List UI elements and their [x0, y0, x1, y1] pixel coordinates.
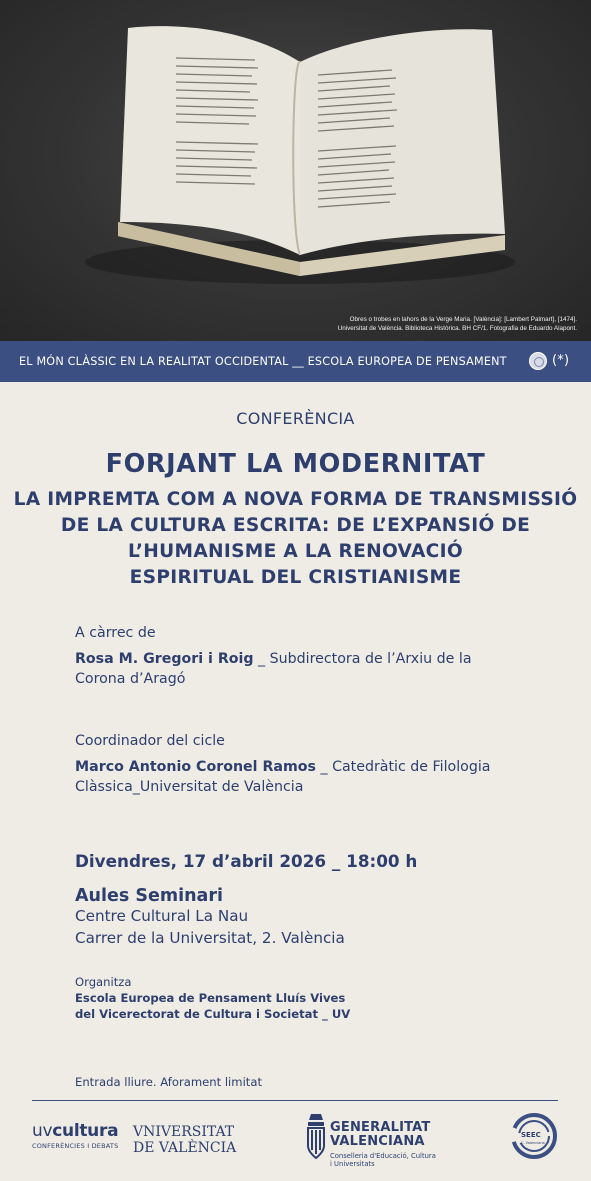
coordinator-name: Marco Antonio Coronel Ramos: [75, 759, 316, 775]
subtitle-line: LA IMPREMTA COM A NOVA FORMA DE TRANSMISSIÓ: [13, 489, 578, 510]
gv-logo-line: GENERALITAT: [330, 1120, 431, 1135]
subtitle-line: L’HUMANISME A LA RENOVACIÓ: [128, 541, 463, 562]
speaker-name: Rosa M. Gregori i Roig: [75, 651, 254, 667]
footer-divider: [32, 1100, 558, 1101]
event-kind: CONFERÈNCIA: [236, 409, 355, 428]
venue-building: Centre Cultural La Nau: [75, 907, 249, 925]
organizer-line: del Vicerectorat de Cultura i Societat _ UV: [75, 1007, 351, 1021]
event-datetime: Divendres, 17 d’abril 2026 _ 18:00 h: [75, 851, 418, 871]
univ-logo-line: DE VALÈNCIA: [133, 1140, 237, 1156]
speaker-role: _ Subdirectora de l’Arxiu de la: [253, 651, 472, 667]
venue-room: Aules Seminari: [75, 886, 223, 906]
speaker-label: A càrrec de: [75, 625, 156, 641]
univ-logo-line: VNIVERSITAT: [133, 1124, 235, 1140]
seec-logo-sub: C. Valenciana: [521, 1141, 545, 1145]
uvcultura-logo: [32, 1121, 118, 1150]
photo-caption: [338, 315, 577, 333]
universitat-logo: [133, 1124, 236, 1156]
speaker-role-cont: Corona d’Aragó: [75, 671, 186, 687]
uv-logo-prefix: uv: [32, 1121, 53, 1141]
open-book-illustration: [0, 0, 591, 341]
coordinator-role: _ Catedràtic de Filologia: [315, 759, 491, 775]
series-title: EL MÓN CLÀSSIC EN LA REALITAT OCCIDENTAL __ ESCOLA EUROPEA DE PENSAMENT: [19, 355, 507, 368]
series-band: [0, 341, 591, 382]
series-mark: (*): [552, 353, 570, 368]
seec-logo-text: SEEC: [521, 1131, 541, 1139]
venue-address: Carrer de la Universitat, 2. València: [75, 929, 345, 947]
event-subtitle: [0, 487, 591, 591]
coordinator-line: [75, 759, 491, 775]
organizer-label: Organitza: [75, 975, 132, 989]
generalitat-logo: [305, 1112, 465, 1172]
hero-photo: [0, 0, 591, 341]
speaker-line: [75, 651, 472, 667]
generalitat-crest-icon: [305, 1112, 327, 1160]
gv-logo-sub: Conselleria d'Educació, Cultura: [330, 1152, 436, 1160]
gv-logo-line: VALENCIANA: [330, 1134, 425, 1149]
admission-note: Entrada lliure. Aforament limitat: [75, 1075, 262, 1089]
uv-logo-word: cultura: [52, 1121, 119, 1141]
seal-icon: [529, 352, 547, 370]
gv-logo-sub: i Universitats: [330, 1160, 375, 1168]
photo-caption-line: Universitat de València. Biblioteca Històrica. BH CF/1. Fotografia de Eduardo Alapont.: [337, 325, 577, 332]
coordinator-label: Coordinador del cicle: [75, 733, 225, 749]
subtitle-line: ESPIRITUAL DEL CRISTIANISME: [129, 567, 462, 588]
seec-logo: [508, 1112, 560, 1160]
uv-logo-sub: CONFERÈNCIES I DEBATS: [32, 1142, 119, 1150]
coordinator-role-cont: Clàssica_Universitat de València: [75, 779, 304, 795]
photo-caption-line: Obres o trobes en lahors de la Verge Maria. [València]: [Lambert Palmart], [1474].: [349, 316, 577, 323]
subtitle-line: DE LA CULTURA ESCRITA: DE L’EXPANSIÓ DE: [60, 515, 531, 536]
organizer-line: Escola Europea de Pensament Lluís Vives: [75, 991, 346, 1005]
event-title: FORJANT LA MODERNITAT: [105, 449, 486, 479]
